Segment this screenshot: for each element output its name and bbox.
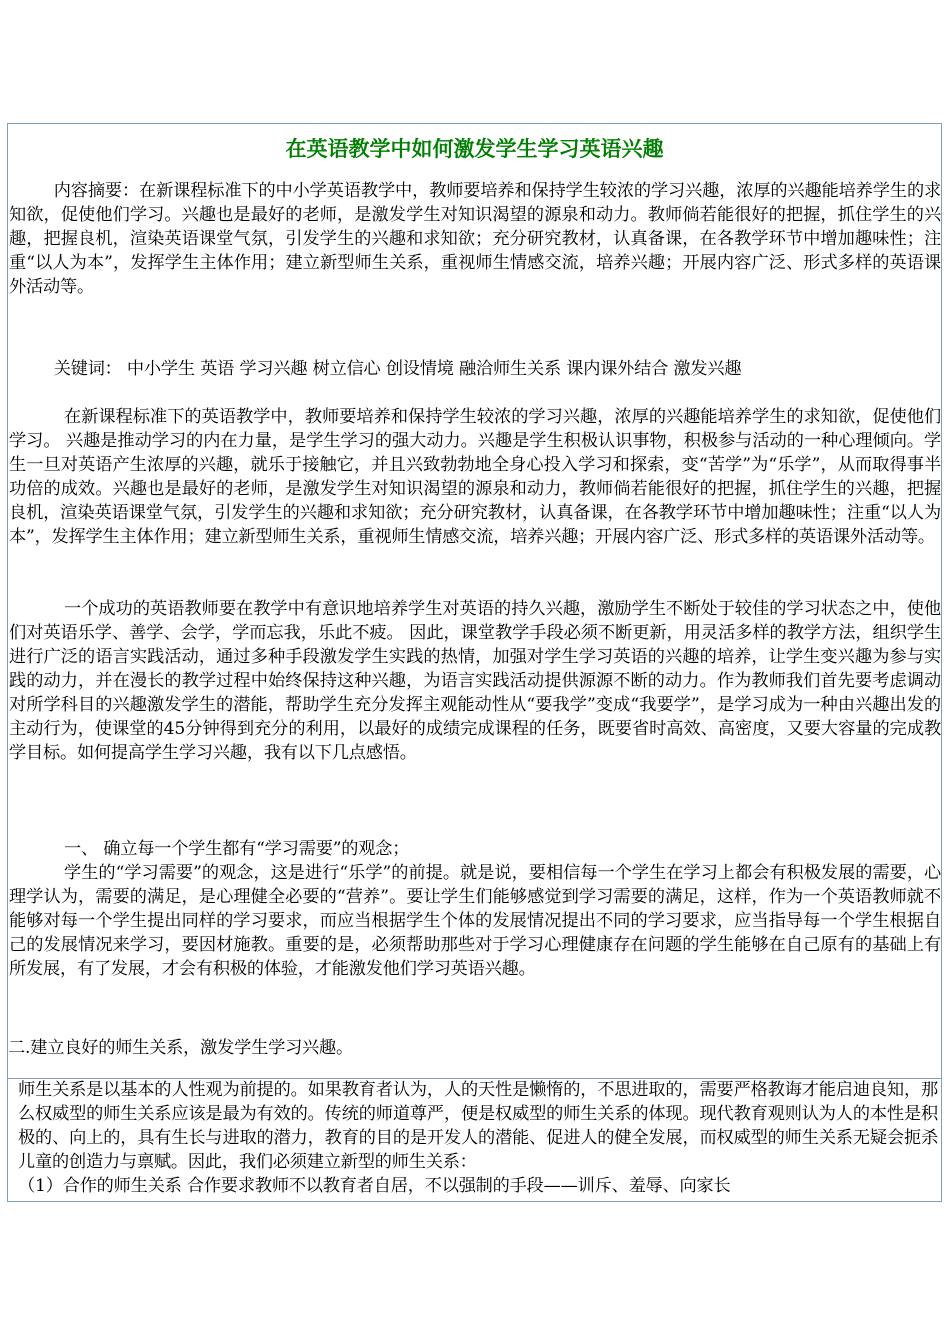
section-2-heading: 二.建立良好的师生关系，激发学生学习兴趣。 bbox=[8, 1038, 354, 1058]
section-1-body: 学生的“学习需要”的观念，这是进行“乐学”的前提。就是说，要相信每一个学生在学习上都会有积极发展的需要，心理学认为，需要的满足，是心理健全必要的“营养”。要让学生们能够感觉到学习需要的满足，这样，作为一个英语教师就不能够对每一个学生提出同样的学习要求，而应当根据学生个体的发展情况提出不同的学习要求，应当指导每一个学生根据自己的发展情况来学习，要因材施教。重要的是，必须帮助那些对于学习心理健康存在问题的学生能够在自己原有的基础上有所发展，有了发展，才会有积极的体验，才能激发他们学习英语兴趣。 bbox=[9, 863, 941, 979]
inner-content-box bbox=[7, 1078, 942, 1202]
keywords-paragraph: 关键词： 中小学生 英语 学习兴趣 树立信心 创设情境 融洽师生关系 课内课外结合 激发兴趣 bbox=[53, 359, 742, 379]
body-paragraph-1: 在新课程标准下的英语教学中，教师要培养和保持学生较浓的学习兴趣，浓厚的兴趣能培养学生的求知欲，促使他们学习。 兴趣是推动学习的内在力量，是学生学习的强大动力。兴趣是学生积极认识事物，积极参与活动的一种心理倾向。学生一旦对英语产生浓厚的兴趣，就乐于接触它，并且兴致勃勃地全身心投入学习和探索，变“苦学”为“乐学”，从而取得事半功倍的成效。兴趣也是最好的老师，是激发学生对知识渴望的源泉和动力，教师倘若能很好的把握，抓住学生的兴趣，把握良机，渲染英语课堂气氛，引发学生的兴趣和求知欲；充分研究教材，认真备课，在各教学环节中增加趣味性；注重“以人为本”，发挥学生主体作用；建立新型师生关系，重视师生情感交流，培养兴趣；开展内容广泛、形式多样的英语课外活动等。 bbox=[9, 407, 941, 547]
section-2-item-1: （1）合作的师生关系 合作要求教师不以教育者自居，不以强制的手段——训斥、羞辱、向家长 bbox=[18, 1176, 731, 1196]
document-title: 在英语教学中如何激发学生学习英语兴趣 bbox=[285, 136, 664, 161]
section-2-body: 师生关系是以基本的人性观为前提的。如果教育者认为，人的天性是懒惰的，不思进取的，需要严格教诲才能启迪良知，那么权威型的师生关系应该是最为有效的。传统的师道尊严，便是权威型的师生关系的体现。现代教育观则认为人的本性是积极的、向上的，具有生长与进取的潜力，教育的目的是开发人的潜能、促进人的健全发展，而权威型的师生关系无疑会扼杀儿童的创造力与禀赋。因此，我们必须建立新型的师生关系： bbox=[18, 1080, 938, 1172]
abstract-paragraph: 内容摘要：在新课程标准下的中小学英语教学中，教师要培养和保持学生较浓的学习兴趣，浓厚的兴趣能培养学生的求知欲，促使他们学习。兴趣也是最好的老师，是激发学生对知识渴望的源泉和动力。教师倘若能很好的把握，抓住学生的兴趣，把握良机，渲染英语课堂气氛，引发学生的兴趣和求知欲；充分研究教材，认真备课，在各教学环节中增加趣味性；注重“以人为本”，发挥学生主体作用；建立新型师生关系，重视师生情感交流，培养兴趣；开展内容广泛、形式多样的英语课外活动等。 bbox=[9, 181, 941, 297]
section-1-heading: 一、 确立每一个学生都有“学习需要”的观念； bbox=[64, 839, 410, 859]
body-paragraph-2: 一个成功的英语教师要在教学中有意识地培养学生对英语的持久兴趣，激励学生不断处于较佳的学习状态之中，使他们对英语乐学、善学、会学，学而忘我，乐此不疲。 因此，课堂教学手段必须不断更新，用灵活多样的教学方法，组织学生进行广泛的语言实践活动，通过多种手段激发学生实践的热情，加强对学生学习英语的兴趣的培养，让学生变兴趣为参与实践的动力，并在漫长的教学过程中始终保持这种兴趣，为语言实践活动提供源源不断的动力。作为教师我们首先要考虑调动对所学科目的兴趣激发学生的潜能，帮助学生充分发挥主观能动性从“要我学”变成“我要学”，是学习成为一种由兴趣出发的主动行为，使课堂的45分钟得到充分的利用，以最好的成绩完成课程的任务，既要省时高效、高密度，又要大容量的完成教学目标。如何提高学生学习兴趣，我有以下几点感悟。 bbox=[9, 599, 941, 763]
